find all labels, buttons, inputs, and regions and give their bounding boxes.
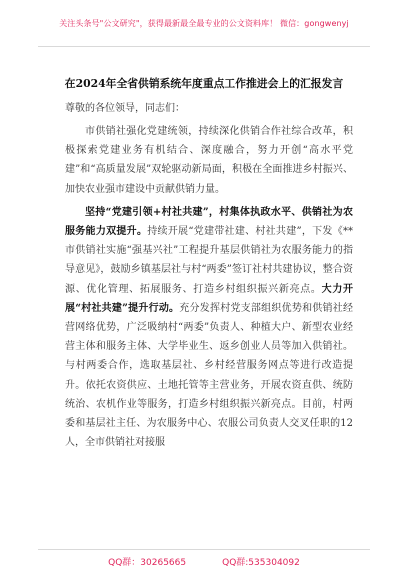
footer-qq-group-2: QQ群:535304092 — [222, 558, 300, 568]
paragraph-2-text-1: 持续开展“党建带社建、村社共建”，下发《**市供销社实施“强基兴社”工程提升基层供销社为农服务能力的指导意见》，鼓励乡镇基层社与村“两委”签订社村共建协议，整合资源、优化管理、拓展服务、打造乡村组织振兴新亮点。 — [65, 226, 353, 295]
header-banner — [0, 0, 408, 46]
header-notice: 关注头条号"公文研究"，获得最新最全最专业的公文资料库！ 微信：gongwenyj — [59, 18, 349, 28]
header-divider — [38, 46, 370, 47]
paragraph-2 — [65, 203, 353, 453]
footer-divider — [38, 549, 370, 550]
footer-banner — [0, 555, 408, 568]
document-body — [65, 122, 353, 452]
paragraph-2-heading-2: 大力开展“村社共建”提升行动。 — [65, 283, 354, 314]
paragraph-1: 市供销社强化党建统领，持续深化供销合作社综合改革，积极探索党建业务有机结合、深度融合，努力开创“高水平党建”和“高质量发展”双轮驱动新局面，积极在全面推进乡村振兴、加快农业强市建设中贡献供销力量。 — [65, 126, 353, 195]
footer-qq-group-1: QQ群：30265665 — [108, 558, 187, 568]
document-greeting: 尊敬的各位领导，同志们： — [65, 103, 185, 114]
paragraph-2-heading-1: 坚持“党建引领+村社共建”，村集体执政水平、供销社为农服务能力双提升。 — [65, 206, 353, 238]
paragraph-2-text-2: 充分发挥村党支部组织优势和供销社经营网络优势，广泛吸纳村“两委”负责人、种植大户、新型农业经营主体和服务主体、大学毕业生、返乡创业人员等加入供销社。与村两委合作，选取基层社、乡村经营服务网点等进行改造提升。依托农资供应、土地托管等主营业务，开展农资直供、统防统治、农机作业等服务，打造乡村组织振兴新亮点。目前，村两委和基层社主任、为农服务中心、农服公司负责人交叉任职的12人，全市供销社对接服 — [65, 302, 354, 449]
document-title: 在2024年全省供销系统年度重点工作推进会上的汇报发言 — [64, 77, 344, 90]
